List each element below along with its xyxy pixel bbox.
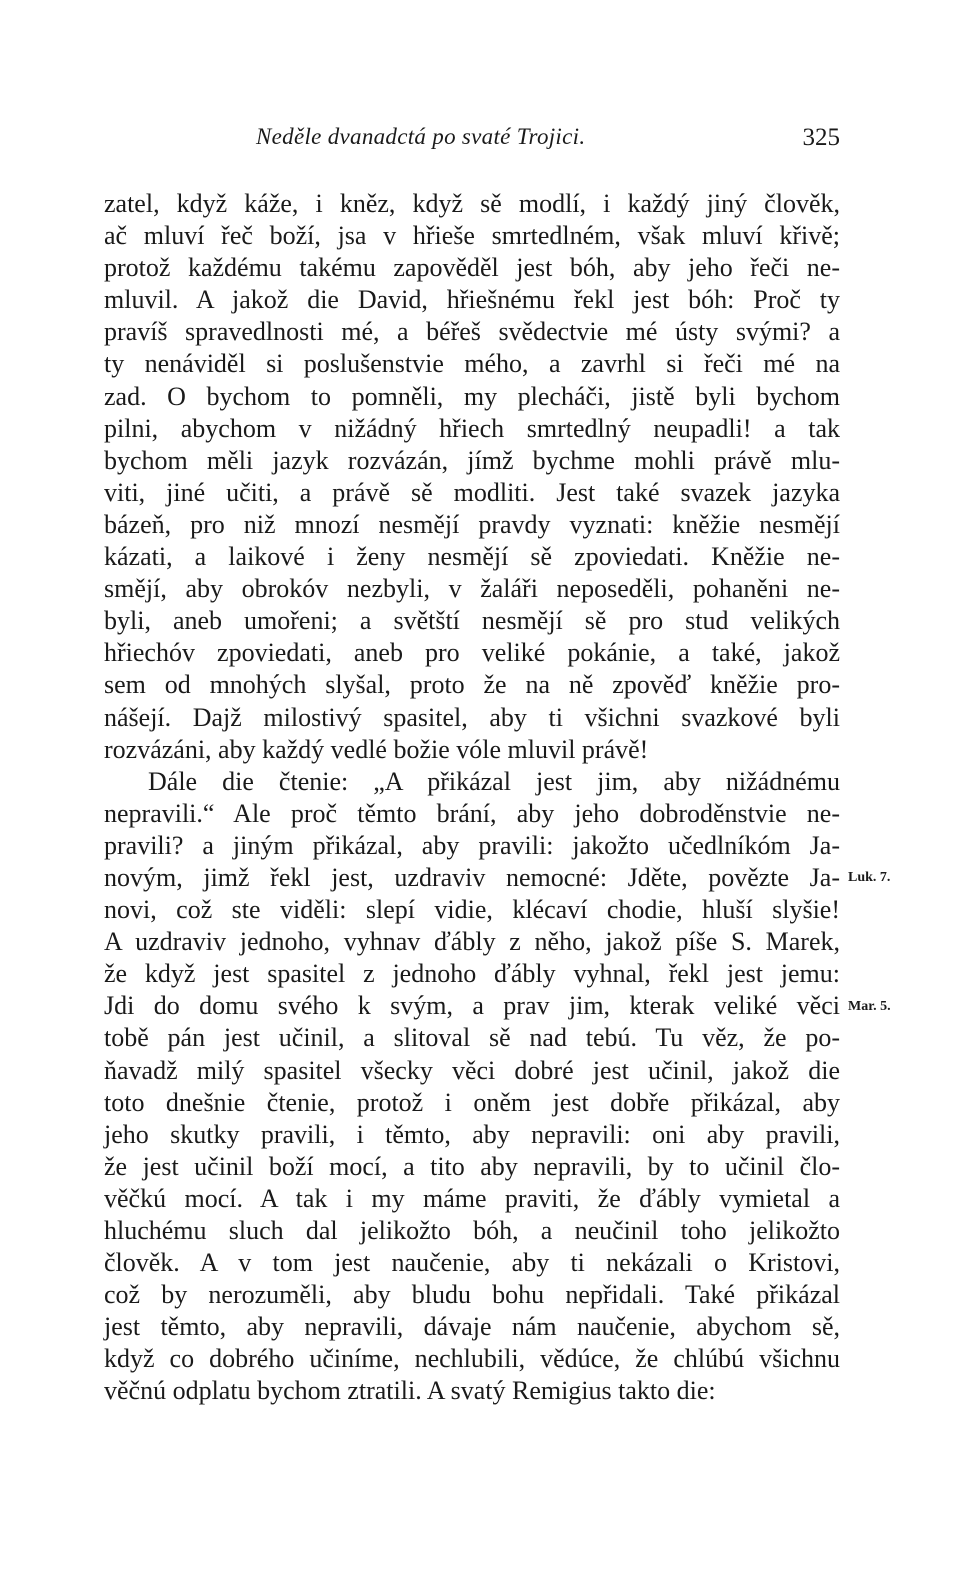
text-line: Jdi do domu svého k svým, a prav jim, kterak veliké věci: [104, 991, 840, 1021]
text-line: ňavadž milý spasitel všecky věci dobré jest učinil, jakož die: [104, 1055, 840, 1085]
text-line: smějí, aby obrokóv nezbyli, v žaláři neposeděli, pohaněni ne-: [104, 574, 840, 604]
text-line: věčkú mocí. A tak i my máme praviti, že ďábly vymietal a: [104, 1183, 840, 1213]
text-line: kázati, a laikové i ženy nesmějí sě zpoviedati. Kněžie ne-: [104, 542, 840, 572]
text-line: toto dnešnie čtenie, protož i oněm jest dobře přikázal, aby: [104, 1087, 840, 1117]
text-line: člověk. A v tom jest naučenie, aby ti nekázali o Kristovi,: [104, 1248, 840, 1278]
running-head: [256, 124, 840, 160]
text-line: A uzdraviv jednoho, vyhnav ďábly z něho, jakož píše S. Marek,: [104, 927, 840, 957]
margin-note: Mar. 5.: [848, 998, 891, 1014]
text-line: že když jest spasitel z jednoho ďábly vyhnal, řekl jest jemu:: [104, 959, 840, 989]
text-line: pravíš spravedlnosti mé, a béřeš svědectvie mé ústy svými? a: [104, 317, 840, 347]
text-line: nepravili.“ Ale proč těmto brání, aby jeho dobroděnstvie ne-: [104, 798, 840, 828]
page-number: 325: [802, 124, 840, 151]
text-line: nášejí. Dajž milostivý spasitel, aby ti všichni svazkové byli: [104, 702, 840, 732]
margin-note: Luk. 7.: [848, 870, 891, 886]
text-line: ač mluví řeč boží, jsa v hřieše smrtedlném, však mluví křivě;: [104, 221, 840, 251]
text-line: bázeň, pro niž mnozí nesmějí pravdy vyznati: kněžie nesmějí: [104, 509, 840, 539]
text-line: což by nerozuměli, aby bludu bohu nepřidali. Také přikázal: [104, 1280, 840, 1310]
text-line: ty nenáviděl si poslušenstvie mého, a zavrhl si řeči mé na: [104, 349, 840, 379]
running-title: Neděle dvanadctá po svaté Trojici.: [256, 124, 586, 149]
text-line: pravili? a jiným přikázal, aby pravili: jakožto učedlníkóm Ja-: [104, 830, 840, 860]
text-line: věčnú odplatu bychom ztratili. A svatý Remigius takto die:: [104, 1376, 716, 1406]
text-line: hřiechóv zpoviedati, aneb pro veliké pokánie, a také, jakož: [104, 638, 840, 668]
text-line: Dále die čtenie: „A přikázal jest jim, aby nižádnému: [148, 766, 840, 796]
text-line: zatel, když káže, i kněz, když sě modlí, i každý jiný člověk,: [104, 189, 840, 218]
text-line: sem od mnohých slyšal, proto že na ně zpověď kněžie pro-: [104, 670, 840, 700]
text-line: novým, jimž řekl jest, uzdraviv nemocné: Jděte, povězte Ja-: [104, 862, 840, 892]
text-line: viti, jiné učiti, a právě sě modliti. Jest také svazek jazyka: [104, 477, 840, 507]
text-line: pilni, abychom v nižádný hřiech smrtedlný neupadli! a tak: [104, 413, 840, 443]
text-line: rozvázáni, aby každý vedlé božie vóle mluvil právě!: [104, 734, 649, 764]
text-line: zad. O bychom to pomněli, my plecháči, jistě byli bychom: [104, 381, 840, 411]
text-line: byli, aneb umořeni; a světští nesmějí sě pro stud velikých: [104, 606, 840, 636]
text-line: jest těmto, aby nepravili, dávaje nám naučenie, abychom sě,: [104, 1312, 840, 1342]
text-line: když co dobrého učiníme, nechlubili, vědúce, že chlúbú všichnu: [104, 1344, 840, 1374]
text-line: hluchému sluch dal jelikožto bóh, a neučinil toho jelikožto: [104, 1216, 840, 1245]
text-line: jeho skutky pravili, i těmto, aby nepravili: oni aby pravili,: [104, 1119, 840, 1149]
text-line: mluvil. A jakož die David, hřiešnému řekl jest bóh: Proč ty: [104, 285, 840, 315]
body-text: [104, 188, 840, 1408]
text-line: bychom měli jazyk rozvázán, jímž bychme mohli právě mlu-: [104, 445, 840, 475]
text-line: tobě pán jest učinil, a slitoval sě nad tebú. Tu věz, že po-: [104, 1023, 840, 1053]
text-line: že jest učinil boží mocí, a tito aby nepravili, by to učinil člo-: [104, 1151, 840, 1181]
text-line: protož každému takému zapověděl jest bóh, aby jeho řeči ne-: [104, 253, 840, 283]
text-line: novi, což ste viděli: slepí vidie, klécaví chodie, hluší slyšie!: [104, 895, 840, 925]
